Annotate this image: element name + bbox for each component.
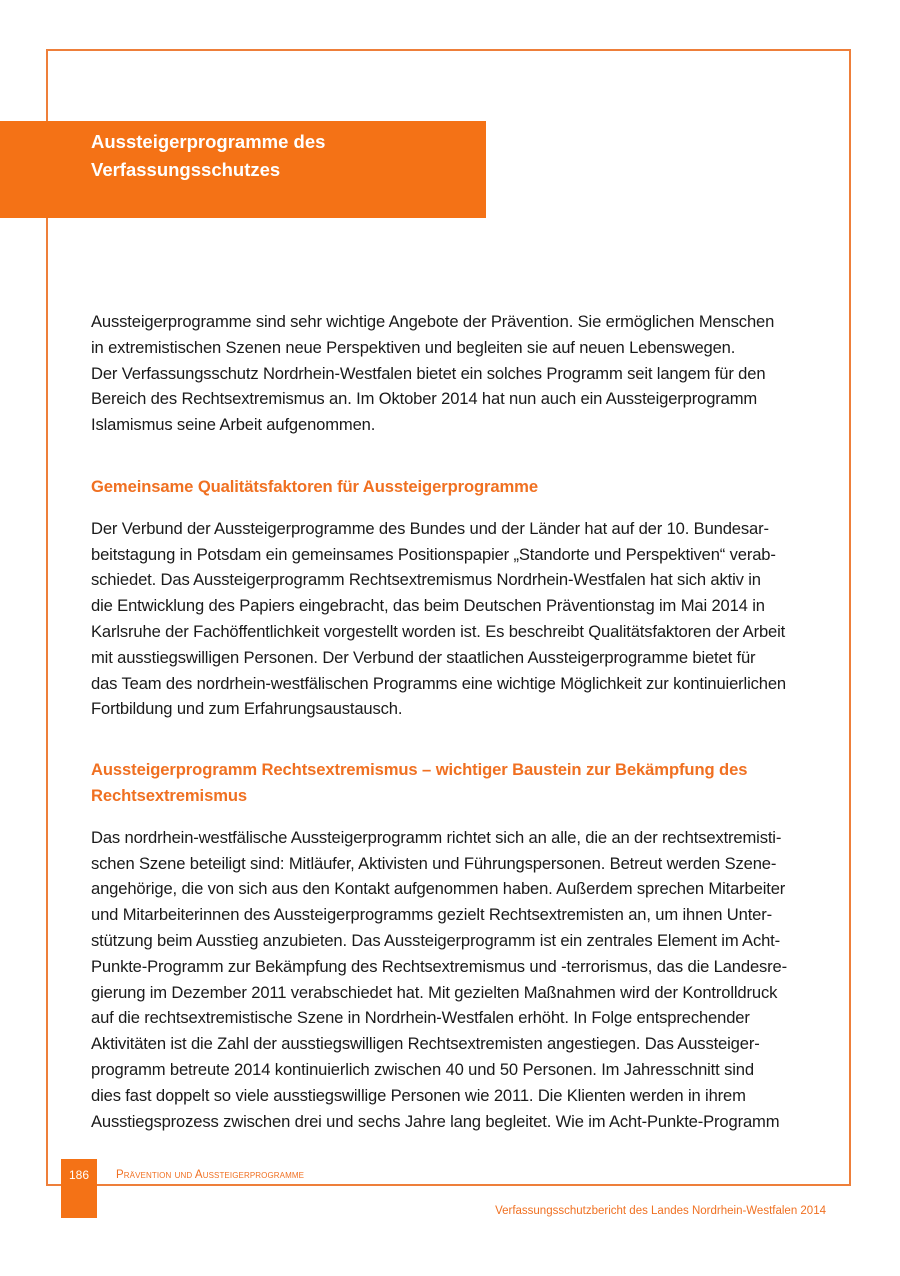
text-line: Fortbildung und zum Erfahrungsaustausch. [91,699,403,719]
section-heading-qualitaetsfaktoren [91,474,831,500]
text-line: Aktivitäten ist die Zahl der ausstiegswilligen Rechtsextremisten angestiegen. Das Aussteiger- [91,1034,760,1054]
running-section-label: Prävention und Aussteigerprogramme [116,1169,305,1181]
text-line: beitstagung in Potsdam ein gemeinsames Positionspapier „Standorte und Perspektiven“ verab- [91,544,776,564]
chapter-title-band [0,121,486,218]
text-line: stützung beim Ausstieg anzubieten. Das Aussteigerprogramm ist ein zentrales Element im Acht- [91,930,781,950]
text-line: angehörige, die von sich aus den Kontakt aufgenommen haben. Außerdem sprechen Mitarbeiter [91,879,786,899]
text-line: Karlsruhe der Fachöffentlichkeit vorgestellt worden ist. Es beschreibt Qualitätsfaktoren der Arbeit [91,621,786,641]
intro-paragraph [91,309,831,438]
main-content [91,309,831,1134]
text-line: die Entwicklung des Papiers eingebracht, das beim Deutschen Präventionstag im Mai 2014 in [91,596,765,616]
text-line: in extremistischen Szenen neue Perspektiven und begleiten sie auf neuen Lebenswegen. [91,337,736,357]
page-number-badge [61,1159,97,1218]
qualitaetsfaktoren-paragraph [91,516,831,722]
report-title: Verfassungsschutzbericht des Landes Nordrhein-Westfalen 2014 [495,1205,826,1217]
text-line: Ausstiegsprozess zwischen drei und sechs Jahre lang begleitet. Wie im Acht-Punkte-Programm [91,1111,780,1131]
text-line: das Team des nordrhein-westfälischen Programms eine wichtige Möglichkeit zur kontinuierlichen [91,673,787,693]
text-line: Das nordrhein-westfälische Aussteigerprogramm richtet sich an alle, die an der rechtsextremisti- [91,827,782,847]
text-line: schen Szene beteiligt sind: Mitläufer, Aktivisten und Führungspersonen. Betreut werden Szene- [91,853,777,873]
rechtsextremismus-paragraph [91,825,831,1135]
chapter-title-line: Verfassungsschutzes [91,159,281,180]
text-line: Punkte-Programm zur Bekämpfung des Rechtsextremismus und -terrorismus, das die Landesre- [91,956,788,976]
text-line: schiedet. Das Aussteigerprogramm Rechtsextremismus Nordrhein-Westfalen hat sich aktiv in [91,570,761,590]
page-number: 186 [68,1168,90,1182]
text-line: programm betreute 2014 kontinuierlich zwischen 40 und 50 Personen. Im Jahresschnitt sind [91,1059,754,1079]
text-line: und Mitarbeiterinnen des Aussteigerprogramms gezielt Rechtsextremisten an, um ihnen Unter- [91,905,773,925]
text-line: Der Verbund der Aussteigerprogramme des Bundes und der Länder hat auf der 10. Bundesar- [91,518,769,538]
heading-line: Aussteigerprogramm Rechtsextremismus – wichtiger Baustein zur Bekämpfung des [91,760,748,780]
chapter-title [91,128,325,184]
text-line: Aussteigerprogramme sind sehr wichtige Angebote der Prävention. Sie ermöglichen Menschen [91,312,775,331]
text-line: dies fast doppelt so viele ausstiegswillige Personen wie 2011. Die Klienten werden in ihrem [91,1085,746,1105]
heading-line: Gemeinsame Qualitätsfaktoren für Aussteigerprogramme [91,476,538,496]
text-line: Bereich des Rechtsextremismus an. Im Oktober 2014 hat nun auch ein Aussteigerprogramm [91,389,758,409]
heading-line: Rechtsextremismus [91,785,248,805]
text-line: mit ausstiegswilligen Personen. Der Verbund der staatlichen Aussteigerprogramme bietet für [91,647,756,667]
section-heading-rechtsextremismus [91,757,831,809]
text-line: auf die rechtsextremistische Szene in Nordrhein-Westfalen erhöht. In Folge entsprechender [91,1008,750,1028]
text-line: Der Verfassungsschutz Nordrhein-Westfalen bietet ein solches Programm seit langem für den [91,363,766,383]
chapter-title-line: Aussteigerprogramme des [91,131,326,152]
text-line: gierung im Dezember 2011 verabschiedet hat. Mit gezielten Maßnahmen wird der Kontrolldruck [91,982,778,1002]
text-line: Islamismus seine Arbeit aufgenommen. [91,415,376,435]
